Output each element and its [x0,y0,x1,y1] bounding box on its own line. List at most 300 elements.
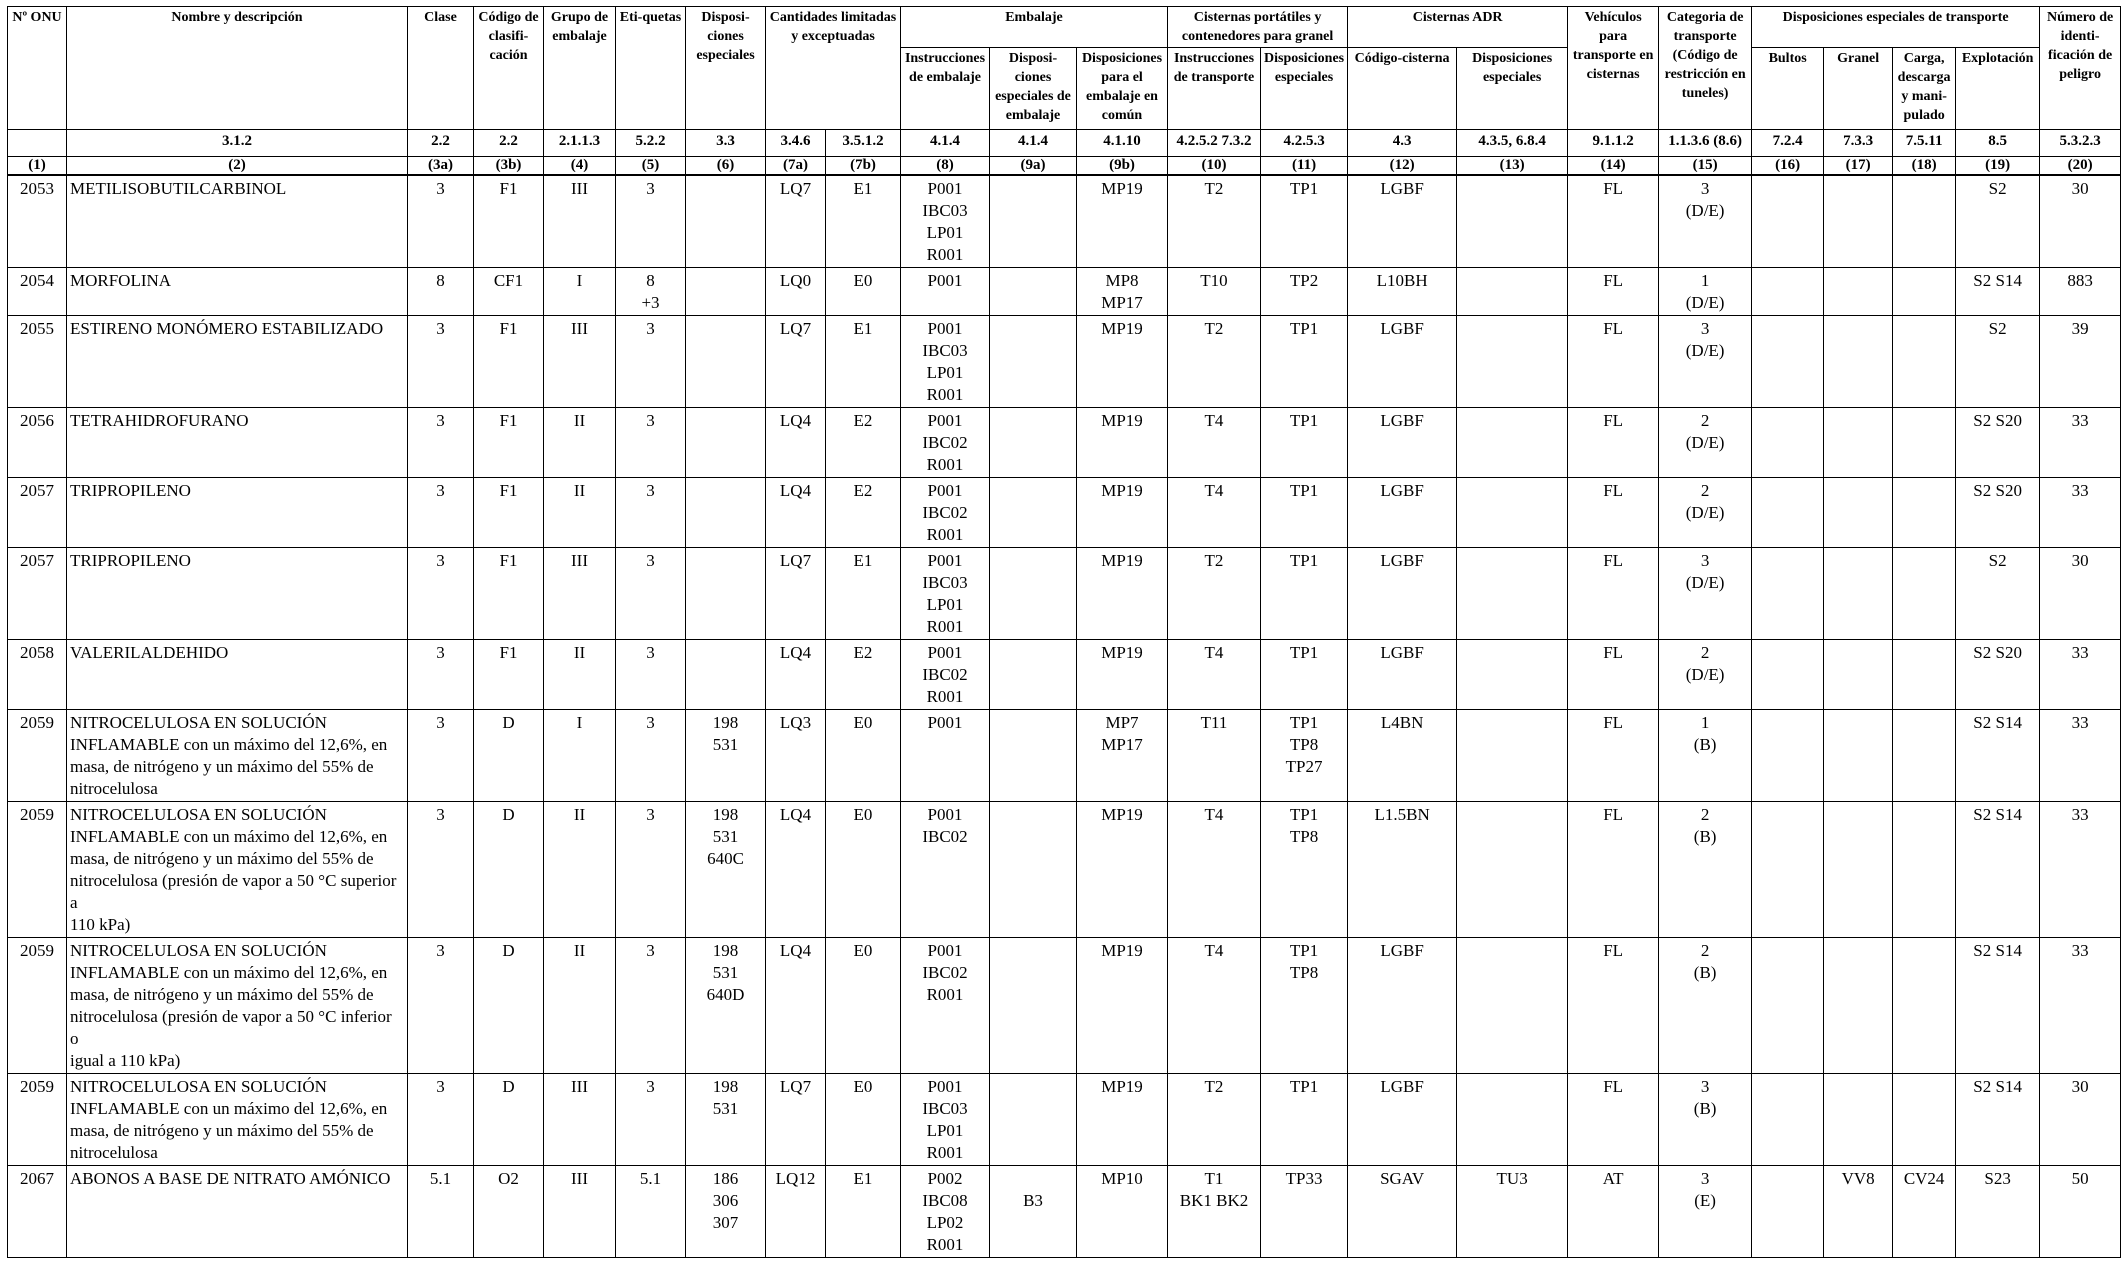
excepted-quantity-cell [826,316,901,408]
tank-code-cell [1348,268,1457,316]
packing-instructions-cell [901,548,990,640]
cell-line: BK1 BK2 [1179,1191,1249,1210]
un-number-cell [8,268,67,316]
cell-line: (D/E) [1685,293,1725,312]
cell-line: TP8 [1289,735,1319,754]
cell-line: IBC08 [922,1191,968,1210]
cell-line: (D/E) [1685,503,1725,522]
cell-line: LP01 [926,1121,964,1140]
cell-line: 307 [712,1213,739,1232]
cell-line: FL [1603,713,1624,732]
cell-line: nitrocelulosa [70,779,158,798]
cell-line: 2055 [20,319,54,338]
bulk-cell [1824,548,1893,640]
cell-line: MP19 [1101,319,1143,338]
class-code-cell [474,478,544,548]
cell-line [689,642,762,664]
cell-line: III [571,1077,588,1096]
cell-line [1827,642,1889,664]
cell-line: FL [1603,319,1624,338]
packing-special-cell [990,478,1077,548]
cell-line: (D/E) [1685,433,1725,452]
cell-line: E1 [853,1169,873,1188]
cell-line: B3 [1023,1191,1043,1210]
vehicle-cell [1568,938,1659,1074]
tank-code-cell [1348,408,1457,478]
cell-line: 198 [712,713,739,732]
vehicle-cell [1568,478,1659,548]
labels-cell [616,175,686,268]
ref-cell: 8.5 [1956,130,2040,157]
header-hazard-id: Número de identi-ficación de peligro [2040,7,2121,130]
cell-line: T11 [1200,713,1228,732]
cell-line: II [573,481,586,500]
cell-line: D [502,1077,515,1096]
cell-line: P001 [927,643,963,662]
cell-line: P001 [927,179,963,198]
cell-line [1460,804,1564,826]
cell-line [1755,480,1820,502]
cell-line: 531 [712,963,739,982]
cell-line: 3 [646,713,655,732]
cell-line: S2 [1988,179,2007,198]
table-row [8,268,2121,316]
ref-cell: 9.1.1.2 [1568,130,1659,157]
table-row [8,175,2121,268]
un-number-cell [8,478,67,548]
cell-line: II [573,643,586,662]
cell-line: L10BH [1376,271,1428,290]
cell-line: 883 [2067,271,2093,290]
ref-cell: 4.1.4 [901,130,990,157]
cell-line: (D/E) [1685,665,1725,684]
cell-line [993,804,1073,826]
cell-line: TP1 [1289,481,1319,500]
cell-line: masa, de nitrógeno y un máximo del 55% de [70,985,374,1004]
limited-quantity-cell [766,316,826,408]
portable-tank-instructions-cell [1168,1074,1261,1166]
limited-quantity-cell [766,268,826,316]
cell-line: FL [1603,481,1624,500]
class-cell [408,175,474,268]
cell-line: INFLAMABLE con un máximo del 12,6%, en [70,1099,388,1118]
cell-line: IBC02 [922,827,968,846]
packing-group-cell [544,408,616,478]
cell-line: 3 [646,411,655,430]
cell-line: TP33 [1285,1169,1323,1188]
cell-line: FL [1603,271,1624,290]
cell-line: III [571,319,588,338]
excepted-quantity-cell [826,408,901,478]
col-number: (16) [1752,157,1824,176]
ref-cell: 2.2 [474,130,544,157]
operation-cell [1956,175,2040,268]
cell-line: ESTIRENO MONÓMERO ESTABILIZADO [70,319,384,338]
tank-code-cell [1348,710,1457,802]
vehicle-cell [1568,548,1659,640]
header-special-transport: Disposiciones especiales de transporte [1752,7,2040,48]
limited-quantity-cell [766,175,826,268]
name-cell [67,710,408,802]
un-number-cell [8,316,67,408]
packing-special-cell [990,316,1077,408]
col-number: (9a) [990,157,1077,176]
transport-category-cell [1659,175,1752,268]
cell-line: FL [1603,1077,1624,1096]
col-number: (19) [1956,157,2040,176]
bulk-cell [1824,408,1893,478]
cell-line: LGBF [1380,411,1424,430]
limited-quantity-cell [766,478,826,548]
cell-line: S2 S20 [1973,643,2022,662]
cell-line: F1 [499,481,518,500]
cell-line: R001 [926,525,964,544]
cell-line: 3 [436,481,445,500]
cell-line: NITROCELULOSA EN SOLUCIÓN [70,1077,327,1096]
operation-cell [1956,1074,2040,1166]
cell-line: 3 [646,481,655,500]
cell-line: FL [1603,643,1624,662]
limited-quantity-cell [766,640,826,710]
cell-line: MORFOLINA [70,271,172,290]
col-number: (13) [1457,157,1568,176]
ref-cell: 5.3.2.3 [2040,130,2121,157]
portable-tank-instructions-cell [1168,802,1261,938]
loading-cell [1893,268,1956,316]
cell-line: 2059 [20,713,54,732]
hazard-id-cell [2040,548,2121,640]
loading-cell [1893,478,1956,548]
limited-quantity-cell [766,408,826,478]
cell-line: (D/E) [1685,341,1725,360]
col-number: (5) [616,157,686,176]
cell-line: (D/E) [1685,573,1725,592]
col-number: (17) [1824,157,1893,176]
cell-line: IBC03 [922,573,968,592]
cell-line: (B) [1693,963,1717,982]
cell-line: IBC03 [922,341,968,360]
transport-category-cell [1659,478,1752,548]
packing-group-cell [544,802,616,938]
un-number-cell [8,548,67,640]
portable-tank-instructions-cell [1168,548,1261,640]
cell-line: 1 [1700,713,1710,732]
cell-line: F1 [499,643,518,662]
cell-line: 2059 [20,805,54,824]
cell-line: IBC02 [922,433,968,452]
cell-line: P001 [927,271,963,290]
cell-line [1755,642,1820,664]
cell-line: E0 [853,271,873,290]
header-adr-tanks: Cisternas ADR [1348,7,1568,48]
table-row [8,938,2121,1074]
mixed-packing-cell [1077,640,1168,710]
cell-line: IBC02 [922,665,968,684]
packing-instructions-cell [901,268,990,316]
un-number-cell [8,802,67,938]
cell-line: S2 S14 [1973,271,2022,290]
class-code-cell [474,408,544,478]
name-cell [67,548,408,640]
class-code-cell [474,1166,544,1258]
cell-line [1827,178,1889,200]
cell-line: LQ0 [779,271,812,290]
cell-line [1896,410,1952,432]
cell-line: 3 [1700,1169,1710,1188]
class-cell [408,478,474,548]
packing-instructions-cell [901,408,990,478]
cell-line: 198 [712,941,739,960]
loading-cell [1893,938,1956,1074]
cell-line: MP19 [1101,1077,1143,1096]
hazard-id-cell [2040,640,2121,710]
header-row-top [8,7,2121,48]
cell-line: SGAV [1380,1169,1425,1188]
un-number-cell [8,1074,67,1166]
cell-line: (B) [1693,827,1717,846]
cell-line: +3 [641,293,660,312]
vehicle-cell [1568,1074,1659,1166]
special-provisions-cell [686,268,766,316]
cell-line: 8 [436,271,445,290]
cell-line: MP19 [1101,551,1143,570]
cell-line: 531 [712,735,739,754]
mixed-packing-cell [1077,1074,1168,1166]
cell-line: P001 [927,411,963,430]
class-code-cell [474,938,544,1074]
col-number: (12) [1348,157,1457,176]
cell-line: 3 [1700,319,1710,338]
labels-cell [616,938,686,1074]
cell-line: LQ7 [779,179,812,198]
header-name: Nombre y descripción [67,7,408,130]
ref-cell: 4.1.10 [1077,130,1168,157]
name-cell [67,478,408,548]
excepted-quantity-cell [826,175,901,268]
cell-line: E2 [853,411,873,430]
cell-line [1896,550,1952,572]
mixed-packing-cell [1077,408,1168,478]
cell-line [1755,712,1820,734]
un-number-cell [8,1166,67,1258]
cell-line: II [573,941,586,960]
cell-line: TP8 [1289,827,1319,846]
class-cell [408,548,474,640]
excepted-quantity-cell [826,938,901,1074]
cell-line: T1 [1204,1169,1224,1188]
transport-category-cell [1659,548,1752,640]
operation-cell [1956,268,2040,316]
tank-code-cell [1348,640,1457,710]
cell-line: MP8 [1105,271,1139,290]
portable-tank-special-cell [1261,938,1348,1074]
col-number: (4) [544,157,616,176]
table-row [8,710,2121,802]
un-number-cell [8,175,67,268]
cell-line: IBC03 [922,1099,968,1118]
cell-line [1896,804,1952,826]
tank-code-cell [1348,802,1457,938]
cell-line: 3 [436,941,445,960]
packing-special-cell [990,408,1077,478]
cell-line: E0 [853,805,873,824]
cell-line: 3 [646,805,655,824]
cell-line: 3 [1700,551,1710,570]
mixed-packing-cell [1077,548,1168,640]
cell-line: F1 [499,179,518,198]
col-number: (18) [1893,157,1956,176]
portable-tank-special-cell [1261,710,1348,802]
name-cell [67,316,408,408]
header-portable-instructions: Instrucciones de transporte [1168,48,1261,130]
cell-line: P002 [927,1169,963,1188]
mixed-packing-cell [1077,938,1168,1074]
special-provisions-cell [686,175,766,268]
cell-line [1460,712,1564,734]
cell-line: L1.5BN [1374,805,1430,824]
col-number: (2) [67,157,408,176]
col-number: (9b) [1077,157,1168,176]
cell-line: LP02 [926,1213,964,1232]
cell-line: LQ7 [779,319,812,338]
cell-line: TP8 [1289,963,1319,982]
vehicle-cell [1568,268,1659,316]
transport-category-cell [1659,1074,1752,1166]
special-provisions-cell [686,1166,766,1258]
cell-line [993,178,1073,200]
portable-tank-special-cell [1261,1074,1348,1166]
cell-line: TP1 [1289,1077,1319,1096]
packages-cell [1752,710,1824,802]
cell-line [993,480,1073,502]
cell-line: L4BN [1380,713,1424,732]
cell-line [993,410,1073,432]
cell-line: III [571,1169,588,1188]
tank-code-cell [1348,316,1457,408]
operation-cell [1956,408,2040,478]
packages-cell [1752,316,1824,408]
cell-line: S2 S20 [1973,481,2022,500]
ref-cell: 3.3 [686,130,766,157]
cell-line [993,712,1073,734]
vehicle-cell [1568,408,1659,478]
cell-line: T4 [1204,411,1224,430]
cell-line: 33 [2071,713,2089,732]
cell-line: INFLAMABLE con un máximo del 12,6%, en [70,735,388,754]
header-pack-special: Disposi-ciones especiales de embalaje [990,48,1077,130]
cell-line: S23 [1984,1169,2011,1188]
cell-line: FL [1603,179,1624,198]
cell-line: AT [1602,1169,1624,1188]
packing-special-cell [990,802,1077,938]
cell-line [1755,550,1820,572]
ref-cell: 4.3 [1348,130,1457,157]
cell-line [1460,1076,1564,1098]
cell-line: MP19 [1101,411,1143,430]
cell-line: ABONOS A BASE DE NITRATO AMÓNICO [70,1169,391,1188]
cell-line [1896,712,1952,734]
cell-line: MP17 [1101,735,1143,754]
mixed-packing-cell [1077,710,1168,802]
cell-line: nitrocelulosa (presión de vapor a 50 °C superior a [70,871,397,912]
column-number-row [8,157,2121,176]
cell-line: T10 [1200,271,1228,290]
cell-line: LGBF [1380,941,1424,960]
packing-special-cell [990,1166,1077,1258]
cell-line: NITROCELULOSA EN SOLUCIÓN [70,805,327,824]
cell-line: F1 [499,411,518,430]
header-operation: Explotación [1956,48,2040,130]
cell-line: 3 [1700,179,1710,198]
col-number: (1) [8,157,67,176]
cell-line: 3 [646,551,655,570]
cell-line: R001 [926,455,964,474]
tank-special-cell [1457,1074,1568,1166]
packages-cell [1752,408,1824,478]
cell-line: D [502,713,515,732]
portable-tank-special-cell [1261,548,1348,640]
cell-line: R001 [926,1235,964,1254]
cell-line: 30 [2071,1077,2089,1096]
cell-line: 2 [1700,481,1710,500]
cell-line: NITROCELULOSA EN SOLUCIÓN [70,941,327,960]
cell-line [1827,712,1889,734]
name-cell [67,408,408,478]
cell-line: P001 [927,481,963,500]
packages-cell [1752,548,1824,640]
cell-line: LP01 [926,595,964,614]
labels-cell [616,268,686,316]
col-number: (3b) [474,157,544,176]
cell-line: T2 [1204,551,1224,570]
packing-special-cell [990,640,1077,710]
cell-line: 2067 [20,1169,54,1188]
header-portable-special: Disposiciones especiales [1261,48,1348,130]
loading-cell [1893,316,1956,408]
cell-line: 30 [2071,551,2089,570]
header-portable-tanks: Cisternas portátiles y contenedores para granel [1168,7,1348,48]
tank-code-cell [1348,548,1457,640]
class-cell [408,1166,474,1258]
cell-line: P001 [927,941,963,960]
cell-line [1827,1076,1889,1098]
header-labels: Eti-quetas [616,7,686,130]
cell-line: 3 [436,551,445,570]
cell-line: S2 S14 [1973,805,2022,824]
limited-quantity-cell [766,548,826,640]
cell-line: 33 [2071,643,2089,662]
cell-line: masa, de nitrógeno y un máximo del 55% de [70,1121,374,1140]
cell-line: S2 S14 [1973,713,2022,732]
cell-line: 3 [646,1077,655,1096]
table-row [8,1074,2121,1166]
packing-group-cell [544,938,616,1074]
tank-code-cell [1348,1166,1457,1258]
cell-line [1896,318,1952,340]
col-number: (3a) [408,157,474,176]
cell-line: T4 [1204,643,1224,662]
cell-line [1460,178,1564,200]
col-number: (8) [901,157,990,176]
mixed-packing-cell [1077,1166,1168,1258]
cell-line: T2 [1204,1077,1224,1096]
vehicle-cell [1568,640,1659,710]
ref-cell: 3.5.1.2 [826,130,901,157]
special-provisions-cell [686,938,766,1074]
ref-cell: 5.2.2 [616,130,686,157]
class-cell [408,802,474,938]
hazard-id-cell [2040,710,2121,802]
